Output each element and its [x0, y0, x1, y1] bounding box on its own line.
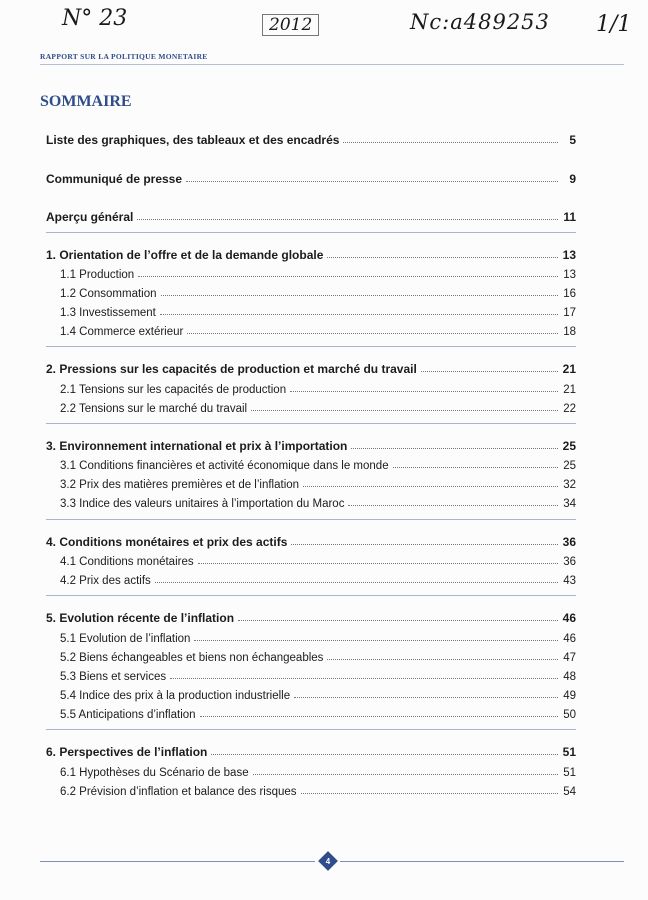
dot-leader — [290, 390, 558, 392]
dot-leader — [194, 639, 558, 641]
dot-leader — [303, 485, 558, 487]
dot-leader — [198, 562, 558, 564]
running-header: RAPPORT SUR LA POLITIQUE MONETAIRE — [40, 52, 208, 61]
toc-entry-label: Liste des graphiques, des tableaux et des encadrés — [46, 133, 340, 147]
toc-page-number: 48 — [563, 671, 576, 683]
toc-page-number: 13 — [563, 269, 576, 281]
toc-page-number: 46 — [562, 611, 576, 625]
toc-section[interactable] — [46, 380, 576, 396]
toc-entry-overview[interactable] — [46, 208, 576, 224]
toc-section[interactable] — [46, 571, 576, 587]
toc-section[interactable] — [46, 456, 576, 472]
dot-leader — [187, 332, 558, 334]
toc-page-number: 17 — [563, 307, 576, 319]
toc-chapter-5[interactable] — [46, 609, 576, 625]
toc-chapter-4[interactable] — [46, 533, 576, 549]
toc-section[interactable] — [46, 686, 576, 702]
toc-section[interactable] — [46, 322, 576, 338]
toc-section-label: 5.5 Anticipations d’inflation — [60, 709, 196, 721]
dot-leader — [327, 256, 558, 258]
toc-section-label: 2.2 Tensions sur le marché du travail — [60, 403, 248, 415]
toc-chapter-label: 1. Orientation de l’offre et de la demande globale — [46, 248, 324, 262]
toc-entry-label: Communiqué de presse — [46, 172, 183, 186]
dot-leader — [393, 466, 558, 468]
toc-entry-press-release[interactable] — [46, 170, 576, 186]
dot-leader — [155, 581, 558, 583]
dot-leader — [138, 275, 558, 277]
dot-leader — [327, 658, 558, 660]
toc-section-label: 3.1 Conditions financières et activité économique dans le monde — [60, 460, 389, 472]
dot-leader — [421, 370, 558, 372]
dot-leader — [160, 313, 558, 315]
section-divider — [46, 729, 576, 730]
toc-section[interactable] — [46, 705, 576, 721]
toc-section-label: 5.3 Biens et services — [60, 671, 167, 683]
toc-section[interactable] — [46, 303, 576, 319]
toc-section-label: 1.3 Investissement — [60, 307, 156, 319]
toc-chapter-2[interactable] — [46, 360, 576, 376]
toc-section-label: 1.4 Commerce extérieur — [60, 326, 184, 338]
toc-page-number: 36 — [562, 535, 576, 549]
toc-chapter-label: 4. Conditions monétaires et prix des actifs — [46, 535, 288, 549]
dot-leader — [170, 677, 558, 679]
handwritten-fraction: 1/1 — [596, 12, 632, 37]
toc-section-label: 5.1 Evolution de l’inflation — [60, 633, 191, 645]
toc-section[interactable] — [46, 399, 576, 415]
dot-leader — [238, 619, 558, 621]
dot-leader — [301, 792, 558, 794]
toc-section-label: 4.1 Conditions monétaires — [60, 556, 194, 568]
toc-page-number: 50 — [563, 709, 576, 721]
footer-divider-left — [40, 861, 315, 862]
toc-section-label: 5.4 Indice des prix à la production industrielle — [60, 690, 291, 702]
toc-section-label: 5.2 Biens échangeables et biens non échangeables — [60, 652, 324, 664]
toc-section[interactable] — [46, 552, 576, 568]
toc-chapter-label: 3. Environnement international et prix à l’importation — [46, 439, 348, 453]
toc-section[interactable] — [46, 782, 576, 798]
dot-leader — [186, 180, 558, 182]
toc-chapter-6[interactable] — [46, 743, 576, 759]
toc-section-label: 6.2 Prévision d’inflation et balance des risques — [60, 786, 297, 798]
toc-section-label: 6.1 Hypothèses du Scénario de base — [60, 767, 249, 779]
section-divider — [46, 595, 576, 596]
footer-page-number: 4 — [325, 856, 331, 866]
toc-page-number: 21 — [563, 384, 576, 396]
toc-section[interactable] — [46, 667, 576, 683]
dot-leader — [291, 543, 558, 545]
toc-page-number: 49 — [563, 690, 576, 702]
toc-page-number: 22 — [563, 403, 576, 415]
handwritten-year: 2012 — [262, 14, 319, 36]
page-title: SOMMAIRE — [40, 93, 132, 110]
toc-page-number: 5 — [569, 133, 576, 147]
toc-section-label: 1.2 Consommation — [60, 288, 157, 300]
toc-section-label: 3.2 Prix des matières premières et de l’inflation — [60, 479, 300, 491]
section-divider — [46, 232, 576, 233]
toc-chapter-label: 6. Perspectives de l’inflation — [46, 745, 208, 759]
dot-leader — [251, 409, 558, 411]
handwritten-reference: Nc:a489253 — [410, 10, 550, 34]
header-divider — [40, 64, 624, 65]
dot-leader — [161, 294, 558, 296]
toc-page-number: 32 — [563, 479, 576, 491]
toc-page-number: 47 — [563, 652, 576, 664]
toc-page-number: 18 — [563, 326, 576, 338]
toc-section-label: 4.2 Prix des actifs — [60, 575, 151, 587]
section-divider — [46, 519, 576, 520]
toc-page-number: 25 — [562, 439, 576, 453]
toc-section[interactable] — [46, 265, 576, 281]
dot-leader — [351, 447, 558, 449]
toc-chapter-label: 2. Pressions sur les capacités de production et marché du travail — [46, 362, 417, 376]
toc-page-number: 13 — [562, 248, 576, 262]
dot-leader — [343, 141, 558, 143]
dot-leader — [211, 753, 558, 755]
dot-leader — [200, 715, 558, 717]
toc-chapter-label: 5. Evolution récente de l’inflation — [46, 611, 235, 625]
page-number-badge — [318, 851, 338, 871]
toc-page-number: 36 — [563, 556, 576, 568]
toc-page-number: 9 — [569, 172, 576, 186]
dot-leader — [294, 696, 558, 698]
toc-section[interactable] — [46, 475, 576, 491]
handwritten-number: N° 23 — [62, 6, 128, 31]
toc-section[interactable] — [46, 284, 576, 300]
toc-page-number: 21 — [562, 362, 576, 376]
toc-page-number: 51 — [563, 767, 576, 779]
toc-page-number: 46 — [563, 633, 576, 645]
toc-chapter-1[interactable] — [46, 246, 576, 262]
toc-page-number: 11 — [563, 210, 576, 224]
toc-section[interactable] — [46, 648, 576, 664]
dot-leader — [253, 773, 558, 775]
toc-page-number: 54 — [563, 786, 576, 798]
toc-section[interactable] — [46, 629, 576, 645]
footer-divider-right — [340, 861, 624, 862]
toc-page-number: 43 — [563, 575, 576, 587]
toc-section-label: 3.3 Indice des valeurs unitaires à l’importation du Maroc — [60, 498, 345, 510]
dot-leader — [137, 218, 558, 220]
toc-section-label: 2.1 Tensions sur les capacités de production — [60, 384, 287, 396]
toc-section[interactable] — [46, 494, 576, 510]
toc-section[interactable] — [46, 763, 576, 779]
toc-page-number: 25 — [563, 460, 576, 472]
toc-section-label: 1.1 Production — [60, 269, 135, 281]
dot-leader — [348, 504, 558, 506]
toc-chapter-3[interactable] — [46, 437, 576, 453]
toc-entry-label: Aperçu général — [46, 210, 134, 224]
toc-page-number: 34 — [563, 498, 576, 510]
toc-page-number: 51 — [562, 745, 576, 759]
toc-entry-list-of-figures[interactable] — [46, 131, 576, 147]
toc-page-number: 16 — [563, 288, 576, 300]
section-divider — [46, 346, 576, 347]
section-divider — [46, 423, 576, 424]
